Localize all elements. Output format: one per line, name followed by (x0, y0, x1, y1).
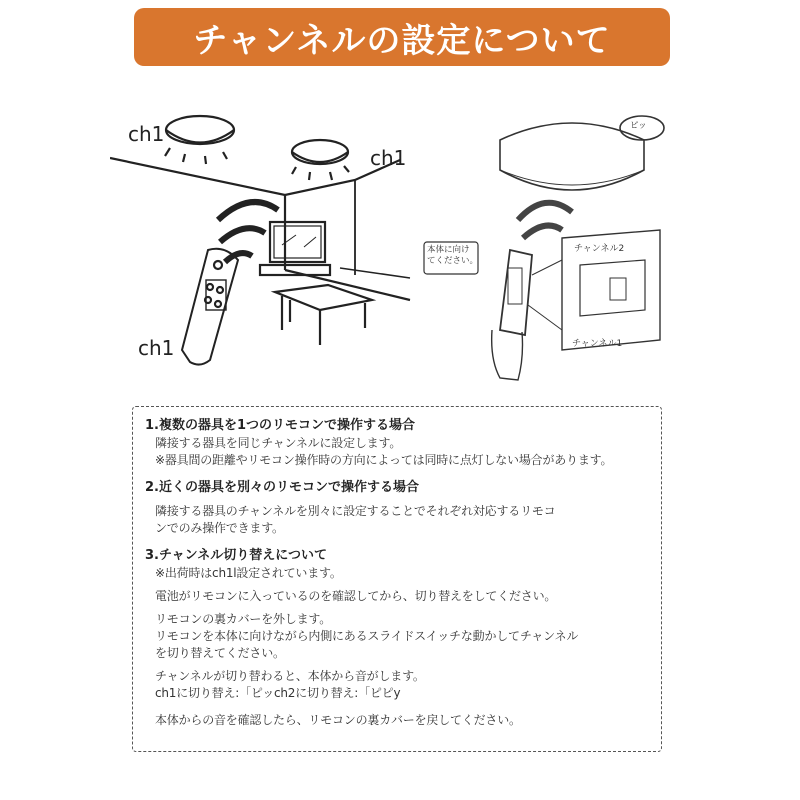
section-3-line-8: 本体からの音を確認したら、リモコンの裏カバーを戻してください。 (155, 713, 521, 727)
callout-box (427, 245, 478, 267)
title-banner (134, 8, 670, 66)
label-channel-1: チャンネル1 (572, 339, 623, 349)
section-3-line-1: ※出荷時はch1l設定されています。 (155, 566, 342, 580)
ch-label-top-left: ch1 (128, 122, 165, 146)
section-1-heading: 1.複数の器具を1つのリモコンで操作する場合 (145, 418, 416, 433)
callout-line-1: 本体に向け (427, 245, 470, 255)
section-3-line-7: ch1に切り替え:「ピッch2に切り替え:「ピピy (155, 686, 401, 700)
label-channel-2: チャンネル2 (574, 244, 625, 254)
instructions-box (132, 406, 662, 752)
section-3-line-5: を切り替えてください。 (155, 646, 285, 660)
section-3-line-3: リモコンの裏カバーを外します。 (155, 612, 332, 626)
section-3-heading: 3.チャンネル切り替えについて (145, 548, 327, 563)
section-2-line-1: 隣接する器具のチャンネルを別々に設定することでそれぞれ対応するリモコ (155, 504, 556, 518)
page-title: チャンネルの設定について (193, 20, 611, 61)
section-3-line-4: リモコンを本体に向けながら内側にあるスライドスイッチな動かしてチャンネル (155, 629, 579, 643)
section-3-line-2: 電池がリモコンに入っているのを確認してから、切り替えをしてください。 (155, 589, 557, 603)
section-1-line-1: 隣接する器具を同じチャンネルに設定します。 (155, 436, 402, 450)
speech-bubble-beep: ピッ (630, 121, 647, 131)
section-1-line-2: ※器具間の距離やリモコン操作時の方向によっては同時に点灯しない場合があります。 (155, 453, 613, 467)
section-2-line-2: ンでのみ操作できます。 (155, 521, 284, 535)
callout-line-2: てください。 (427, 256, 479, 266)
section-2-heading: 2.近くの器具を別々のリモコンで操作する場合 (145, 480, 419, 495)
ch-label-remote: ch1 (138, 336, 175, 360)
ch-label-top-right: ch1 (370, 146, 407, 170)
section-3-line-6: チャンネルが切り替わると、本体から音がします。 (155, 669, 425, 683)
